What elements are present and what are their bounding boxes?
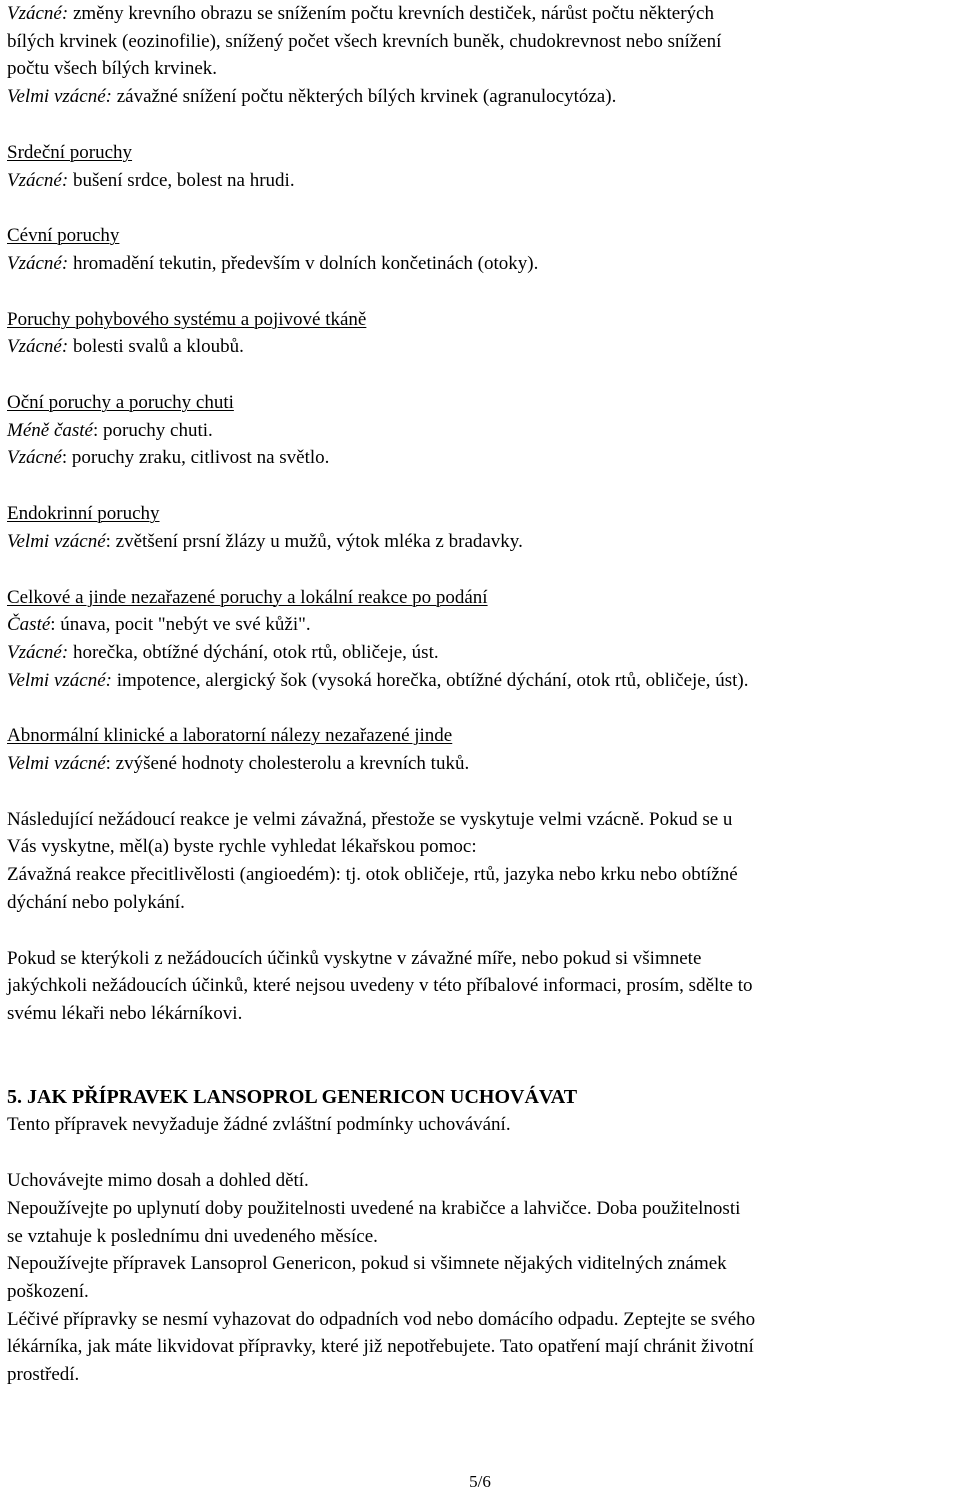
text-line: Nepoužívejte po uplynutí doby použitelnosti uvedené na krabičce a lahvičce. Doba použitelnosti <box>7 1197 741 1219</box>
storage-section <box>7 1084 957 1389</box>
frequency-label: Méně časté <box>7 419 93 441</box>
frequency-label: Vzácné: <box>7 252 69 274</box>
section-heading: Celkové a jinde nezařazené poruchy a lokální reakce po podání <box>7 586 488 608</box>
lab-findings-section <box>7 722 957 777</box>
text-span: změny krevního obrazu se snížením počtu krevních destiček, nárůst počtu některých <box>68 3 714 24</box>
frequency-label: Vzácné: <box>7 336 69 358</box>
endocrine-disorders-section <box>7 500 957 555</box>
frequency-label: Časté <box>7 614 51 636</box>
section-heading: Oční poruchy a poruchy chuti <box>7 392 234 414</box>
section-heading: Abnormální klinické a laboratorní nálezy nezařazené jinde <box>7 725 453 747</box>
text-span: závažné snížení počtu některých bílých krvinek (agranulocytóza). <box>111 86 617 108</box>
text-line: Uchovávejte mimo dosah a dohled dětí. <box>7 1170 309 1192</box>
text-line <box>7 667 957 695</box>
vascular-disorders-section <box>7 222 957 277</box>
text-span: horečka, obtížné dýchání, otok rtů, obličeje, úst. <box>68 641 439 663</box>
frequency-label: Velmi vzácné <box>7 753 106 775</box>
text-line: Vás vyskytne, měl(a) byste rychle vyhledat lékařskou pomoc: <box>7 836 477 858</box>
general-disorders-section <box>7 584 957 695</box>
eye-taste-disorders-section <box>7 389 957 472</box>
text-line: Léčivé přípravky se nesmí vyhazovat do odpadních vod nebo domácího odpadu. Zeptejte se svého <box>7 1308 756 1330</box>
text-span: impotence, alergický šok (vysoká horečka, obtížné dýchání, otok rtů, obličeje, úst). <box>111 669 749 691</box>
text-line <box>7 83 957 111</box>
text-line <box>7 417 957 445</box>
text-span: bolesti svalů a kloubů. <box>68 336 244 358</box>
musculoskeletal-disorders-section <box>7 306 957 361</box>
text-span: : zvětšení prsní žlázy u mužů, výtok mléka z bradavky. <box>105 530 523 552</box>
text-line: lékárníka, jak máte likvidovat přípravky, které již nepotřebujete. Tato opatření mají chránit životní <box>7 1336 754 1358</box>
section-heading: Cévní poruchy <box>7 225 120 247</box>
text-line: Tento přípravek nevyžaduje žádné zvláštní podmínky uchovávání. <box>7 1114 511 1136</box>
frequency-label: Vzácné: <box>7 641 69 663</box>
text-line: se vztahuje k poslednímu dni uvedeného měsíce. <box>7 1225 378 1247</box>
frequency-label: Velmi vzácné: <box>7 86 112 108</box>
text-line: svému lékaři nebo lékárníkovi. <box>7 1002 243 1024</box>
text-line <box>7 0 957 28</box>
text-line: Závažná reakce přecitlivělosti (angioedém): tj. otok obličeje, rtů, jazyka nebo krku nebo obtížné <box>7 864 738 886</box>
frequency-label: Velmi vzácné <box>7 530 106 552</box>
frequency-label: Vzácné: <box>7 3 69 24</box>
blood-disorders-continuation <box>7 0 957 111</box>
text-line: prostředí. <box>7 1364 80 1386</box>
serious-reaction-paragraph <box>7 806 957 917</box>
text-line: dýchání nebo polykání. <box>7 891 185 913</box>
reporting-paragraph <box>7 945 957 1028</box>
text-line <box>7 750 957 778</box>
text-span: : poruchy zraku, citlivost na světlo. <box>61 447 330 469</box>
text-span: bušení srdce, bolest na hrudi. <box>68 169 295 191</box>
section-title: 5. JAK PŘÍPRAVEK LANSOPROL GENERICON UCHOVÁVAT <box>7 1085 578 1108</box>
document-page <box>7 0 957 1389</box>
section-heading: Srdeční poruchy <box>7 141 133 163</box>
text-line <box>7 333 957 361</box>
section-heading: Poruchy pohybového systému a pojivové tkáně <box>7 308 367 330</box>
text-span: hromadění tekutin, především v dolních končetinách (otoky). <box>68 252 539 274</box>
text-span: : zvýšené hodnoty cholesterolu a krevních tuků. <box>105 753 470 775</box>
text-line: jakýchkoli nežádoucích účinků, které nejsou uvedeny v této příbalové informaci, prosím, sdělte to <box>7 975 753 997</box>
text-line: bílých krvinek (eozinofilie), snížený počet všech krevních buněk, chudokrevnost nebo snížení <box>7 30 722 52</box>
section-heading: Endokrinní poruchy <box>7 503 160 525</box>
frequency-label: Velmi vzácné: <box>7 669 112 691</box>
text-line: Nepoužívejte přípravek Lansoprol Genericon, pokud si všimnete nějakých viditelných známek <box>7 1253 727 1275</box>
text-line: Pokud se kterýkoli z nežádoucích účinků vyskytne v závažné míře, nebo pokud si všimnete <box>7 947 702 969</box>
text-line <box>7 611 957 639</box>
text-line <box>7 250 957 278</box>
text-line: poškození. <box>7 1280 89 1302</box>
text-line <box>7 167 957 195</box>
text-span: : únava, pocit "nebýt ve své kůži". <box>50 614 311 636</box>
text-line <box>7 444 957 472</box>
text-line <box>7 528 957 556</box>
text-line <box>7 639 957 667</box>
frequency-label: Vzácné: <box>7 169 69 191</box>
page-number: 5/6 <box>469 1472 491 1491</box>
cardiac-disorders-section <box>7 139 957 194</box>
text-line: Následující nežádoucí reakce je velmi závažná, přestože se vyskytuje velmi vzácně. Pokud se u <box>7 808 733 830</box>
text-span: : poruchy chuti. <box>92 419 213 441</box>
frequency-label: Vzácné <box>7 447 62 469</box>
text-line: počtu všech bílých krvinek. <box>7 58 218 80</box>
